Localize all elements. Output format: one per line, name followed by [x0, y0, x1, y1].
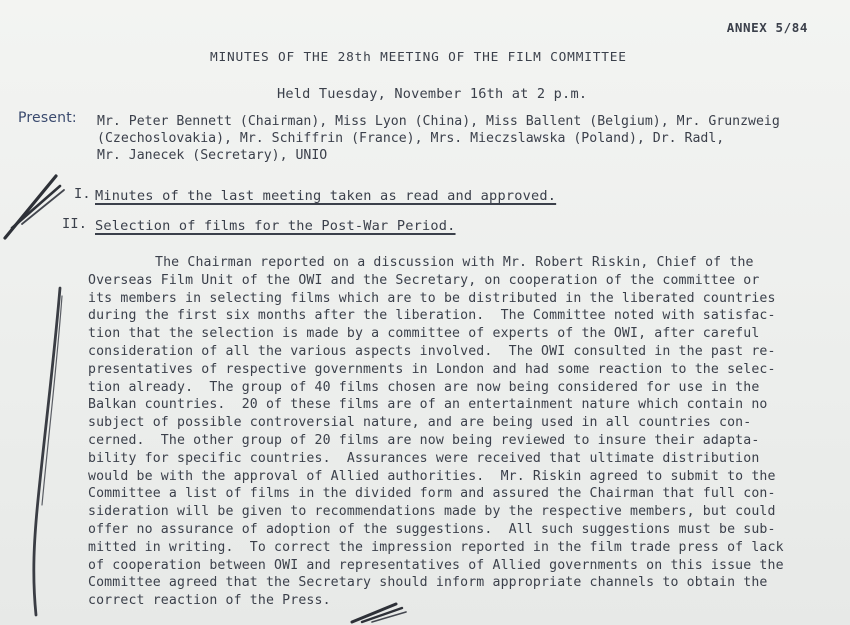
body-text-line: cerned. The other group of 20 films are now being reviewed to insure their adapta-: [88, 433, 760, 448]
body-text-line: presentatives of respective governments in London and had some reaction to the selec-: [88, 361, 776, 377]
body-text-line: correct reaction of the Press.: [88, 593, 331, 609]
body-text-line: tion already. The group of 40 films chosen are now being considered for use in the: [88, 379, 760, 395]
body-text-line: of cooperation between OWI and representatives of Allied governments on this issue the: [88, 557, 784, 573]
body-text-line: would be with the approval of Allied authorities. Mr. Riskin agreed to submit to the: [88, 468, 776, 484]
body-text-line: Committee a list of films in the divided form and assured the Chairman that full con-: [88, 486, 776, 502]
agenda-item-number: I.: [74, 186, 91, 202]
body-text-line: offer no assurance of adoption of the suggestions. All such suggestions must be sub-: [88, 522, 776, 537]
attendees-line: Mr. Peter Bennett (Chairman), Miss Lyon (China), Miss Ballent (Belgium), Mr. Grunzweig: [97, 114, 780, 129]
body-text-line: tion that the selection is made by a committee of experts of the OWI, after careful: [88, 326, 760, 342]
body-text-line: its members in selecting films which are to be distributed in the liberated countries: [88, 290, 776, 306]
meeting-date: Held Tuesday, November 16th at 2 p.m.: [277, 86, 588, 102]
document-title: MINUTES OF THE 28th MEETING OF THE FILM COMMITTEE: [210, 50, 627, 65]
body-text-line: during the first six months after the liberation. The Committee noted with satisfac-: [88, 308, 776, 324]
body-text-line: The Chairman reported on a discussion with Mr. Robert Riskin, Chief of the: [155, 255, 754, 270]
body-text-line: sideration will be given to recommendations made by the respective members, but could: [88, 504, 776, 520]
body-text-line: consideration of all the various aspects involved. The OWI consulted in the past re-: [88, 344, 776, 359]
attendees-line: (Czechoslovakia), Mr. Schiffrin (France), Mrs. Mieczslawska (Poland), Dr. Radl,: [97, 131, 725, 146]
annex-reference: ANNEX 5/84: [726, 20, 808, 35]
attendees-line: Mr. Janecek (Secretary), UNIO: [97, 148, 328, 163]
agenda-item-title: Selection of films for the Post-War Period.: [95, 218, 456, 234]
present-label: Present:: [18, 110, 77, 126]
agenda-item-number: II.: [62, 216, 88, 232]
body-text-line: bility for specific countries. Assurances were received that ultimate distribution: [88, 450, 760, 466]
body-text-line: Balkan countries. 20 of these films are of an entertainment nature which contain no: [88, 397, 768, 413]
body-text-line: subject of possible controversial nature, and are being used in all countries con-: [88, 415, 752, 431]
agenda-item-title: Minutes of the last meeting taken as read and approved.: [95, 188, 557, 204]
body-text-line: mitted in writing. To correct the impression reported in the film trade press of lack: [88, 539, 784, 555]
body-text-line: Committee agreed that the Secretary should inform appropriate channels to obtain the: [88, 575, 768, 591]
body-text-line: Overseas Film Unit of the OWI and the Secretary, on cooperation of the committee or: [88, 272, 760, 288]
